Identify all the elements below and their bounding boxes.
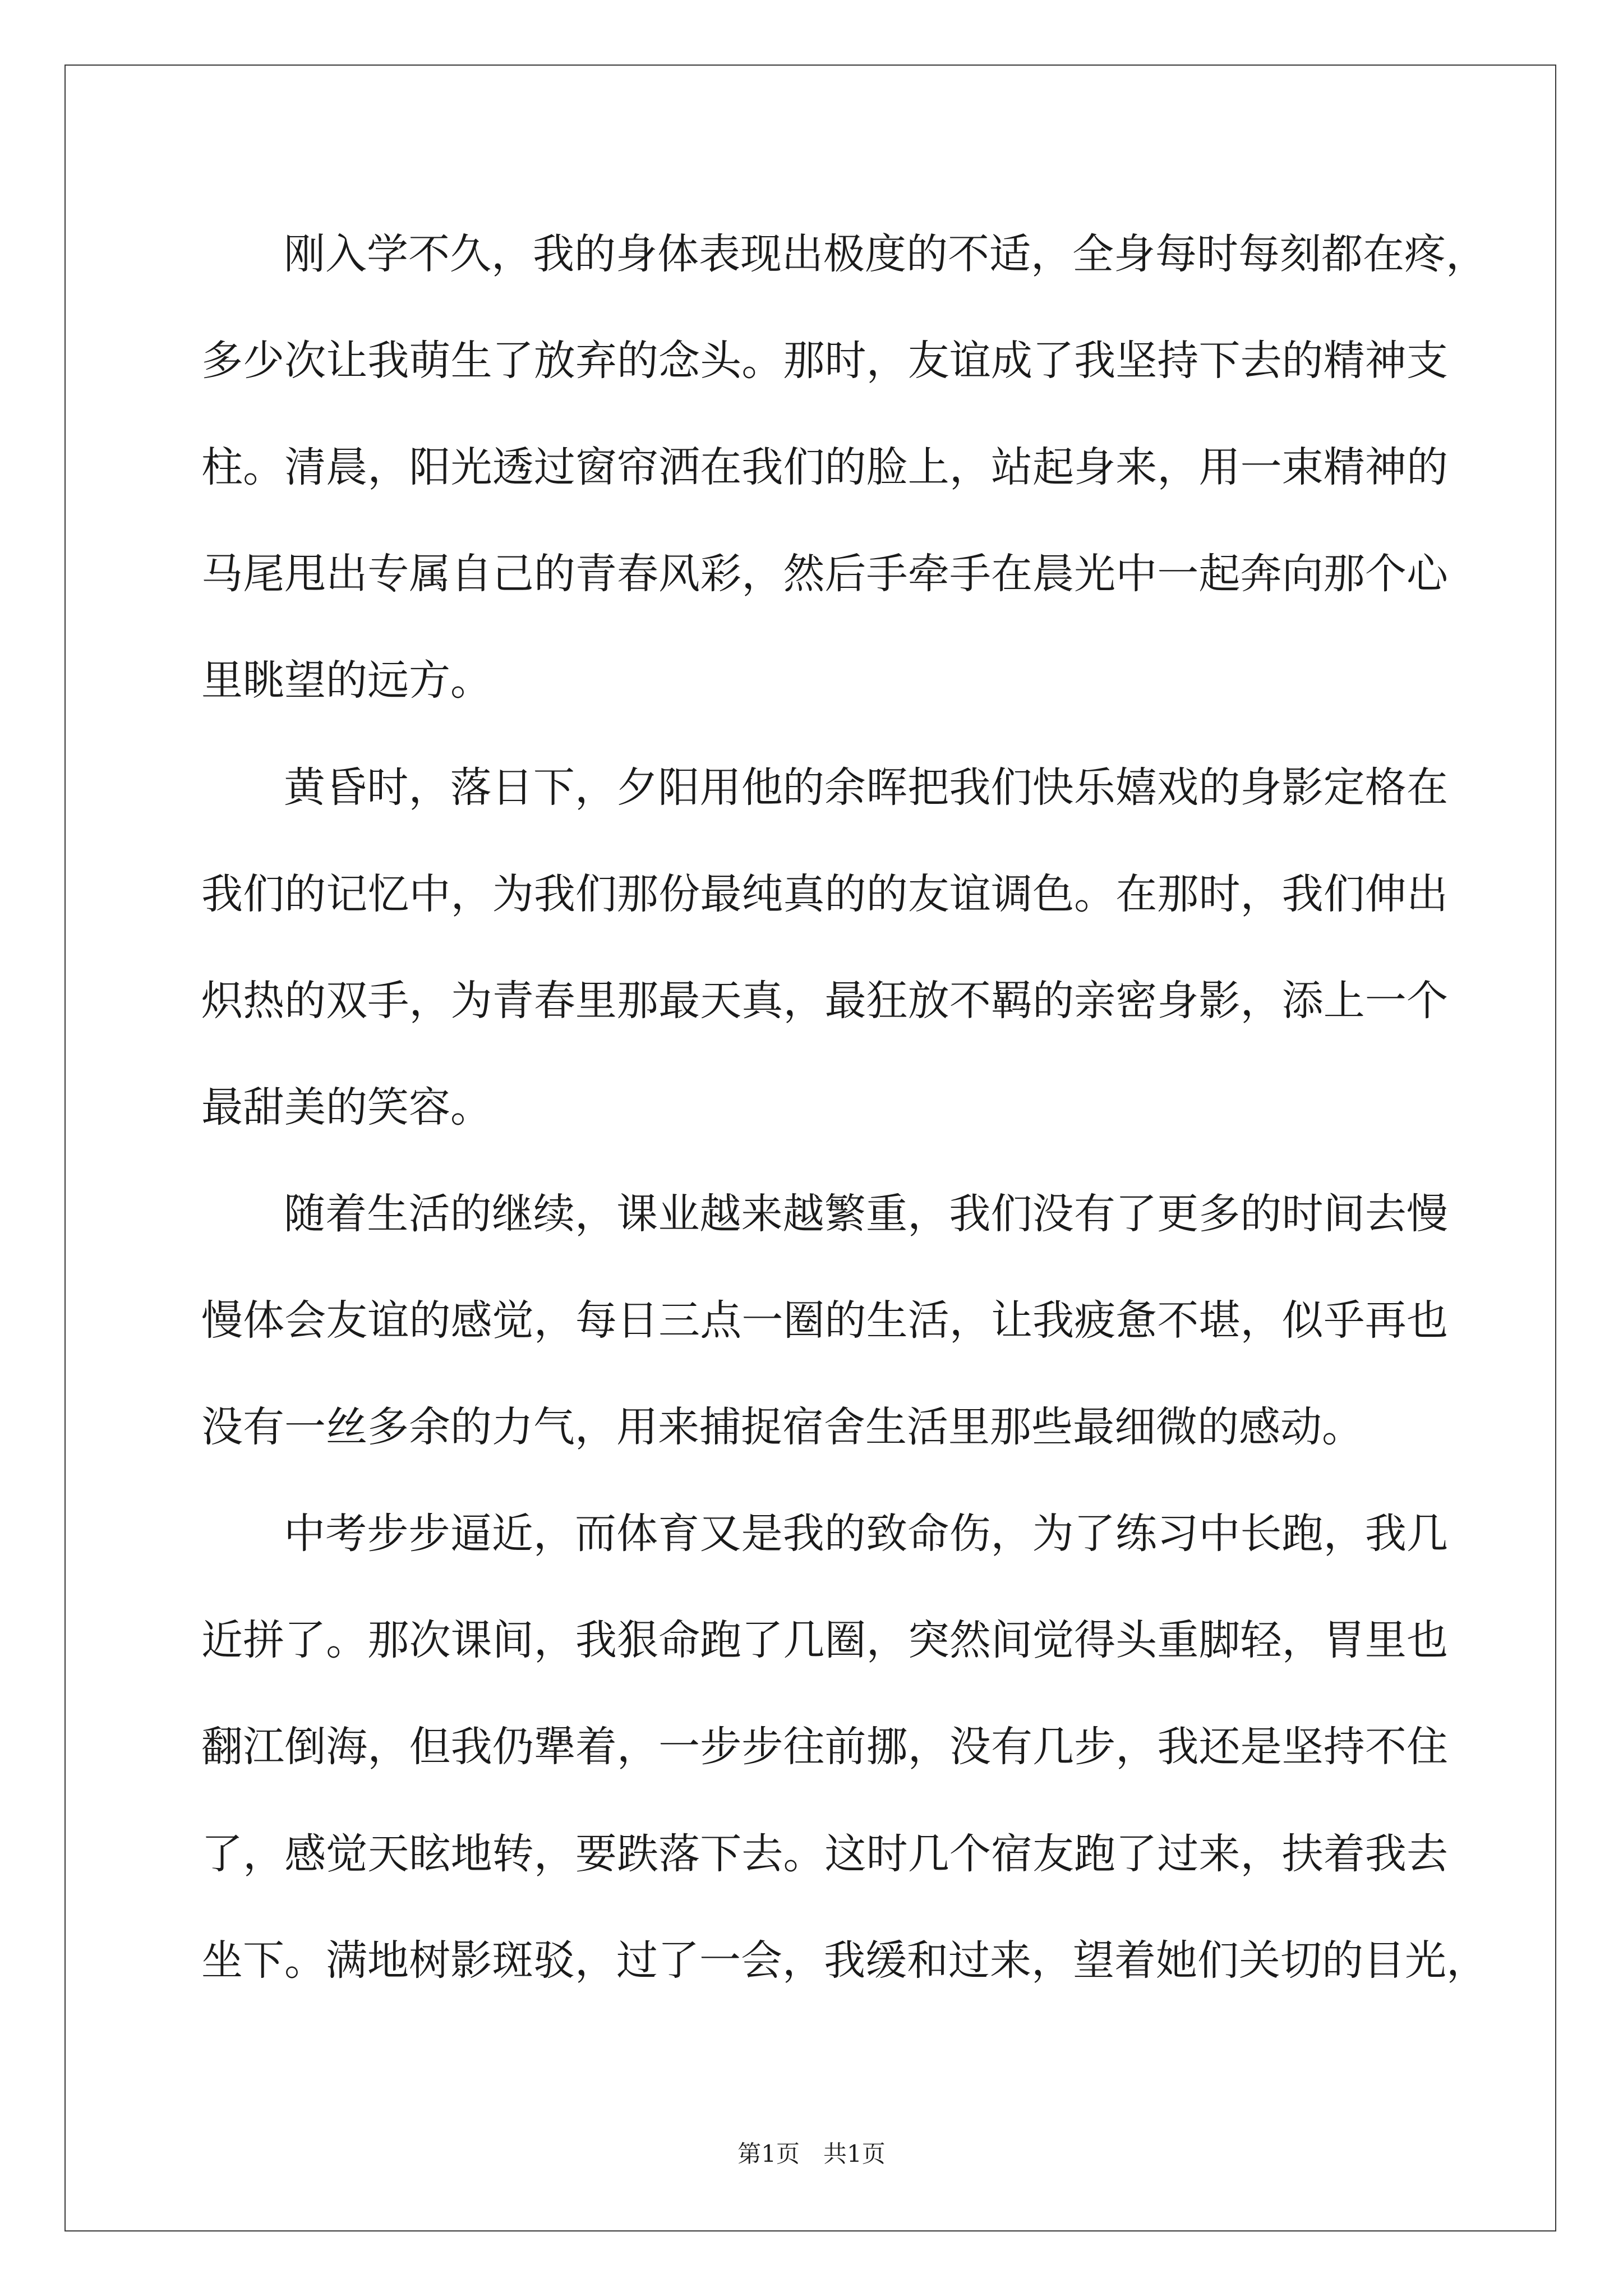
text-line: 了，感觉天眩地转，要跌落下去。这时几个宿友跑了过来，扶着我去 — [201, 1829, 1448, 1878]
text-line: 马尾甩出专属自己的青春风彩，然后手牵手在晨光中一起奔向那个心 — [201, 550, 1448, 599]
text-line: 没有一丝多余的力气，用来捕捉宿舍生活里那些最细微的感动。 — [201, 1403, 1363, 1452]
text-line: 我们的记忆中，为我们那份最纯真的的友谊调色。在那时，我们伸出 — [201, 869, 1448, 918]
page-footer: 第1页 共1页 — [737, 2140, 886, 2168]
text-line: 最甜美的笑容。 — [201, 1083, 492, 1131]
text-line: 炽热的双手，为青春里那最天真，最狂放不羁的亲密身影，添上一个 — [201, 976, 1448, 1025]
text-line: 柱。清晨，阳光透过窗帘洒在我们的脸上，站起身来，用一束精神的 — [201, 443, 1448, 492]
page-border — [64, 65, 1556, 2231]
text-line: 里眺望的远方。 — [201, 656, 492, 705]
paragraph-first-line: 刚入学不久，我的身体表现出极度的不适，全身每时每刻都在疼， — [284, 230, 1487, 278]
text-line: 近拼了。那次课间，我狠命跑了几圈，突然间觉得头重脚轻，胃里也 — [201, 1616, 1448, 1665]
text-line: 翻江倒海，但我仍犟着，一步步往前挪，没有几步，我还是坚持不住 — [201, 1723, 1448, 1772]
paragraph-first-line: 随着生活的继续，课业越来越繁重，我们没有了更多的时间去慢 — [284, 1189, 1448, 1238]
paragraph-first-line: 黄昏时，落日下，夕阳用他的余晖把我们快乐嬉戏的身影定格在 — [284, 763, 1448, 812]
text-line: 多少次让我萌生了放弃的念头。那时，友谊成了我坚持下去的精神支 — [201, 337, 1448, 385]
text-line: 慢体会友谊的感觉，每日三点一圈的生活，让我疲惫不堪，似乎再也 — [201, 1296, 1448, 1345]
text-line: 坐下。满地树影斑驳，过了一会，我缓和过来，望着她们关切的目光， — [201, 1936, 1488, 1985]
paragraph-first-line: 中考步步逼近，而体育又是我的致命伤，为了练习中长跑，我几 — [284, 1510, 1448, 1558]
